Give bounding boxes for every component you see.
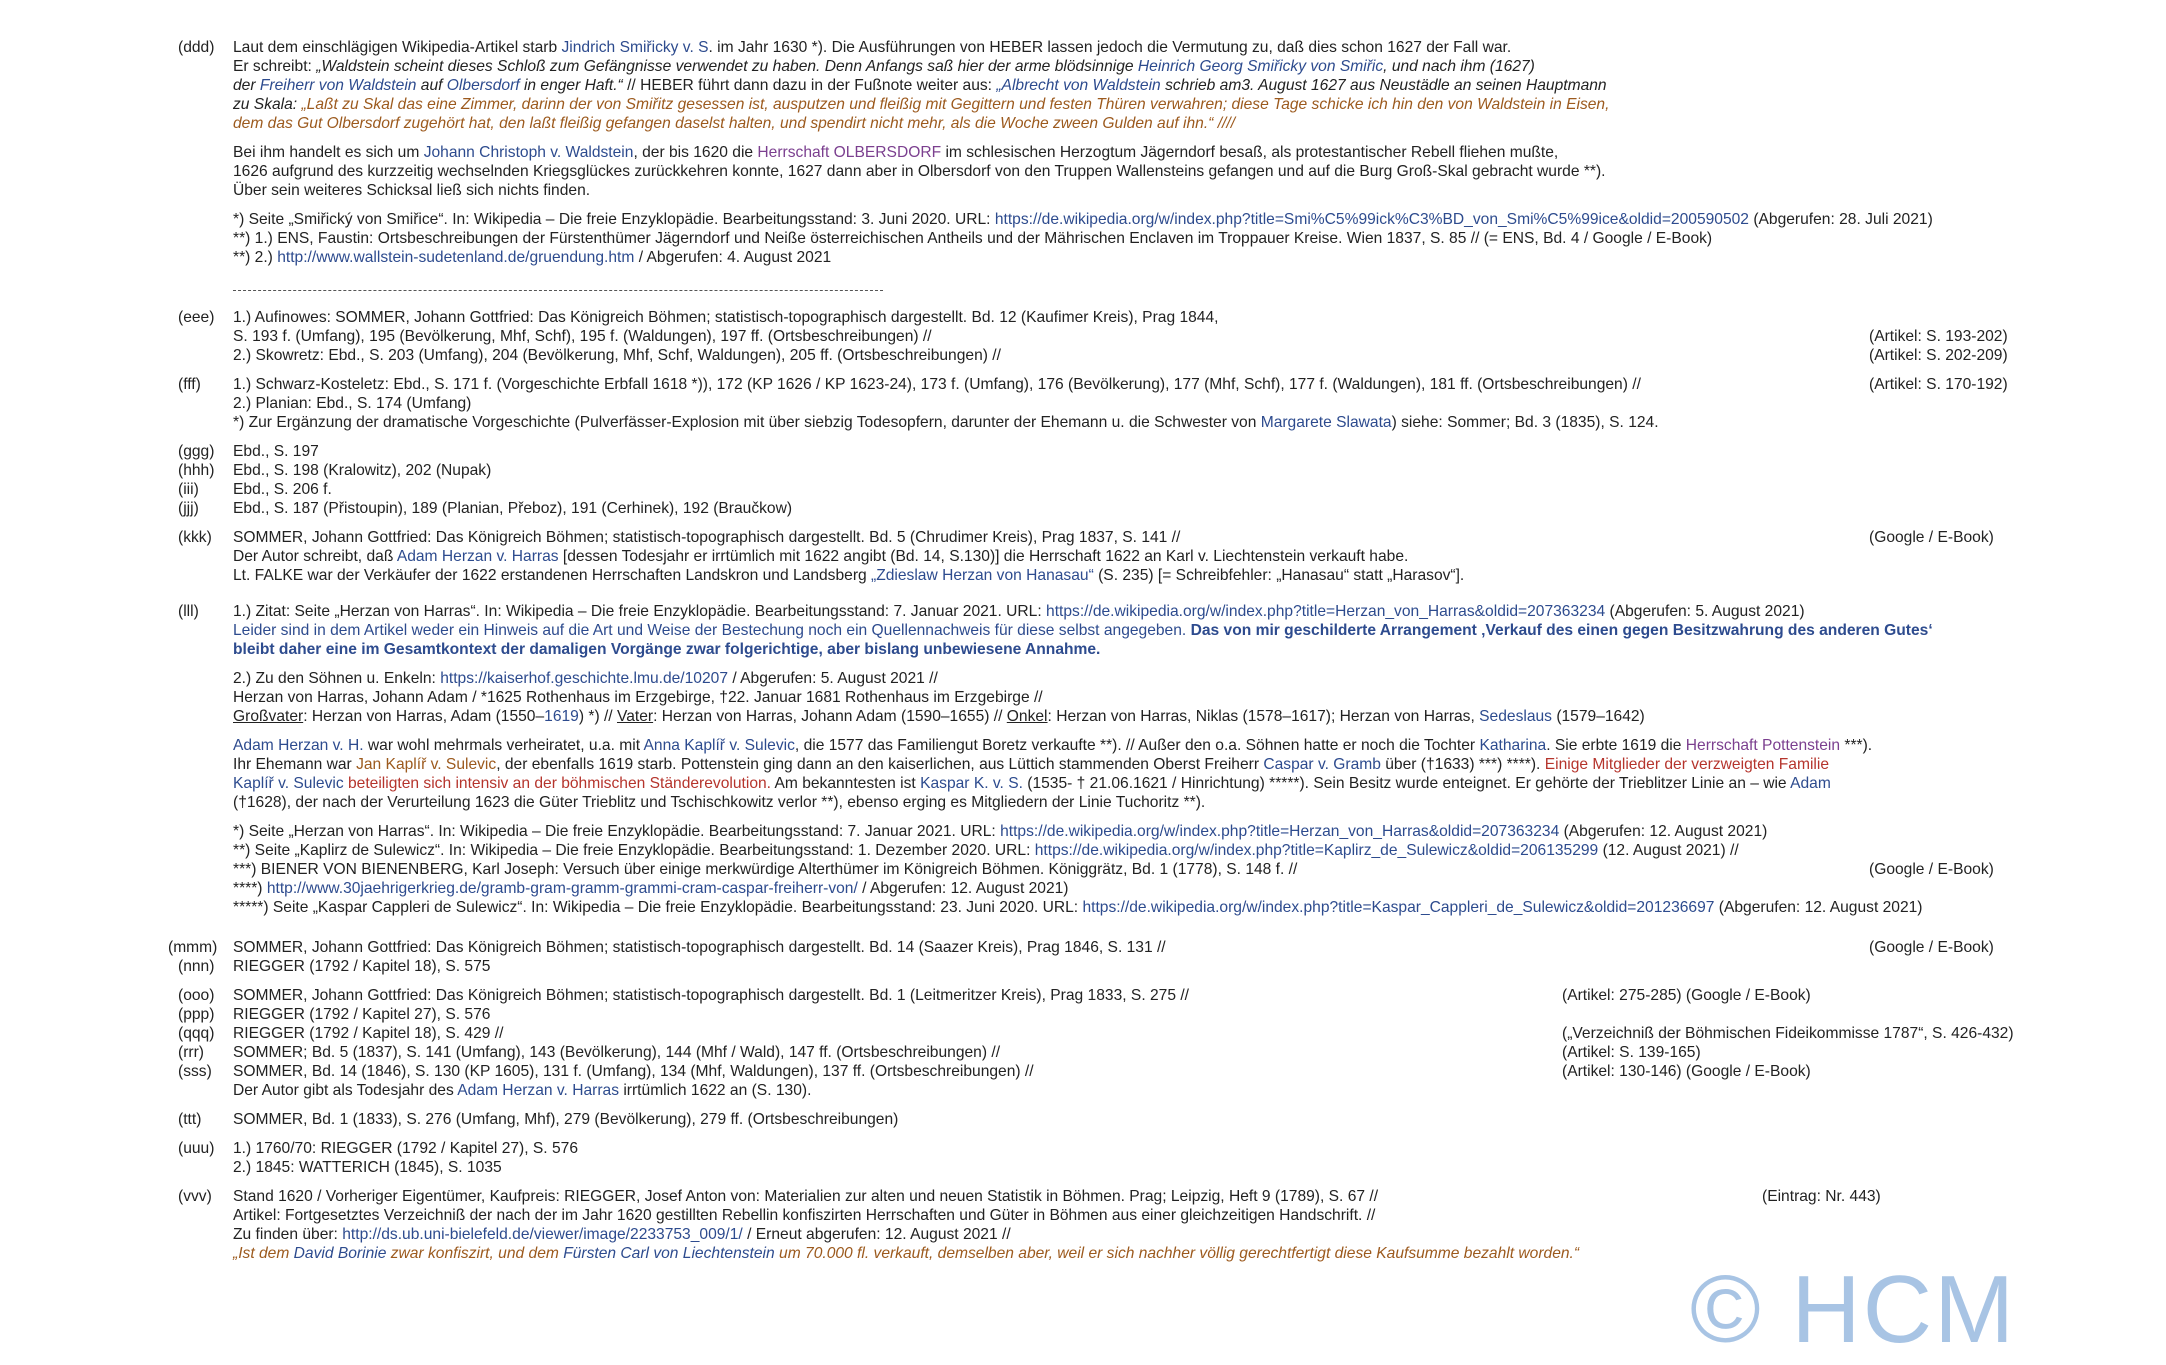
url-link[interactable]: https://de.wikipedia.org/w/index.php?title=Kaspar_Cappleri_de_Sulewicz&oldid=201236697 <box>1082 899 1715 916</box>
note-line: 1.) Zitat: Seite „Herzan von Harras“. In: Wikipedia – Die freie Enzyklopädie. Bearbeitungsstand: 7. Januar 2021. URL: https://de.wikipedia.org/w/index.php?title=Herzan_von_Harras&oldid=207363234 (Abgerufen: 5. August 2021) <box>233 603 1805 620</box>
note-line: bleibt daher eine im Gesamtkontext der damaligen Vorgänge zwar folgerichtige, aber bislang unbewiesene Annahme. <box>233 641 1101 658</box>
note-line: 2.) 1845: WATTERICH (1845), S. 1035 <box>233 1159 502 1176</box>
footnote: *) Seite „Herzan von Harras“. In: Wikipedia – Die freie Enzyklopädie. Bearbeitungsstand: 7. Januar 2021. URL: https://de.wikipedia.org/w/index.php?title=Herzan_von_Harras&oldid=207363234 (Abgerufen: 12. August 2021) <box>233 823 1768 840</box>
footnote: *) Seite „Smiřický von Smiřice“. In: Wikipedia – Die freie Enzyklopädie. Bearbeitungsstand: 3. Juni 2020. URL: https://de.wikipedia.org/w/index.php?title=Smi%C5%99ick%C3%BD_von_Smi%C5%99ice&oldid=200590502 (Abgerufen: 28. Juli 2021) <box>233 211 1933 228</box>
entry-number: (Eintrag: Nr. 443) <box>1762 1188 1881 1205</box>
note-label: (ooo) <box>178 987 215 1004</box>
note-line: RIEGGER (1792 / Kapitel 18), S. 429 // <box>233 1025 504 1042</box>
note-line: SOMMER, Johann Gottfried: Das Königreich Böhmen; statistisch-topographisch dargestellt. Bd. 5 (Chrudimer Kreis), Prag 1837, S. 141 // <box>233 529 1181 546</box>
note-line: Ebd., S. 206 f. <box>233 481 332 498</box>
article-range: (Artikel: S. 193-202) <box>1869 328 2008 345</box>
article-range: (Artikel: 275-285) (Google / E-Book) <box>1562 987 1811 1004</box>
footnote: **) 2.) http://www.wallstein-sudetenland.de/gruendung.htm / Abgerufen: 4. August 2021 <box>233 249 832 266</box>
note-label: (mmm) <box>168 939 218 956</box>
note-line: SOMMER, Bd. 14 (1846), S. 130 (KP 1605), 131 f. (Umfang), 134 (Mhf, Waldungen), 137 ff. (Ortsbeschreibungen) // <box>233 1063 1034 1080</box>
source-type: (Google / E-Book) <box>1869 529 1994 546</box>
note-label: (nnn) <box>178 958 215 975</box>
copyright-watermark: © HCM <box>1690 1256 2017 1363</box>
note-line: Kaplíř v. Sulevic beteiligten sich intensiv an der böhmischen Ständerevolution. Am bekanntesten ist Kaspar K. v. S. (1535- † 21.06.1621 / Hinrichtung) *****). Sein Besitz wurde enteignet. Er gehörte der Trieblitzer Linie an – wie Adam <box>233 775 1831 792</box>
note-line: Ebd., S. 197 <box>233 443 319 460</box>
note-line: S. 193 f. (Umfang), 195 (Bevölkerung, Mhf, Schf), 195 f. (Waldungen), 197 ff. (Ortsbeschreibungen) // <box>233 328 932 345</box>
note-label: (kkk) <box>178 529 212 546</box>
note-line: SOMMER; Bd. 5 (1837), S. 141 (Umfang), 143 (Bevölkerung), 144 (Mhf / Wald), 147 ff. (Ortsbeschreibungen) // <box>233 1044 1001 1061</box>
footnote: *****) Seite „Kaspar Cappleri de Sulewicz“. In: Wikipedia – Die freie Enzyklopädie. Bearbeitungsstand: 23. Juni 2020. URL: https://de.wikipedia.org/w/index.php?title=Kaspar_Cappleri_de_Sulewicz&oldid=201236697 (Abgerufen: 12. August 2021) <box>233 899 1923 916</box>
note-label: (ggg) <box>178 443 215 460</box>
note-label: (rrr) <box>178 1044 204 1061</box>
note-line: Stand 1620 / Vorheriger Eigentümer, Kaufpreis: RIEGGER, Josef Anton von: Materialien zur alten und neuen Statistik in Böhmen. Prag; Leipzig, Heft 9 (1789), S. 67 // <box>233 1188 1379 1205</box>
note-label: (lll) <box>178 603 199 620</box>
note-line: SOMMER, Bd. 1 (1833), S. 276 (Umfang, Mhf), 279 (Bevölkerung), 279 ff. (Ortsbeschreibungen) <box>233 1111 899 1128</box>
note-label: (iii) <box>178 481 199 498</box>
url-link[interactable]: http://www.30jaehrigerkrieg.de/gramb-gram-gramm-grammi-cram-caspar-freiherr-von/ <box>266 880 858 897</box>
article-range: (Artikel: S. 170-192) <box>1869 376 2008 393</box>
url-link[interactable]: https://de.wikipedia.org/w/index.php?title=Smi%C5%99ick%C3%BD_von_Smi%C5%99ice&oldid=200590502 <box>994 211 1749 228</box>
note-line: 1626 aufgrund des kurzzeitig wechselnden Kriegsglückes zurückkehren konnte, 1627 dann aber in Olbersdorf von den Truppen Wallensteins gefangen und auf die Burg Groß-Skal gebracht wurde **). <box>233 163 1606 180</box>
note-line: 1.) Aufinowes: SOMMER, Johann Gottfried: Das Königreich Böhmen; statistisch-topographisch dargestellt. Bd. 12 (Kaufimer Kreis), Prag 1844, <box>233 309 1219 326</box>
url-link[interactable]: http://www.wallstein-sudetenland.de/gruendung.htm <box>277 249 635 266</box>
note-line: RIEGGER (1792 / Kapitel 18), S. 575 <box>233 958 491 975</box>
note-label: (fff) <box>178 376 201 393</box>
note-line: Großvater: Herzan von Harras, Adam (1550–1619) *) // Vater: Herzan von Harras, Johann Adam (1590–1655) // Onkel: Herzan von Harras, Niklas (1578–1617); Herzan von Harras, Sedeslaus (1579–1642) <box>233 708 1645 725</box>
note-line: Bei ihm handelt es sich um Johann Christoph v. Waldstein, der bis 1620 die Herrschaft OLBERSDORF im schlesischen Herzogtum Jägerndorf besaß, als protestantischer Rebell fliehen mußte, <box>233 144 1559 161</box>
note-line: Ihr Ehemann war Jan Kaplíř v. Sulevic, der ebenfalls 1619 starb. Pottenstein ging dann an den kaiserlichen, aus Lüttich stammenden Oberst Freiherr Caspar v. Gramb über (†1633) ***) ****). Einige Mitglieder der verzweigten Familie <box>233 756 1830 773</box>
note-label: (sss) <box>178 1063 212 1080</box>
note-line: SOMMER, Johann Gottfried: Das Königreich Böhmen; statistisch-topographisch dargestellt. Bd. 14 (Saazer Kreis), Prag 1846, S. 131 // <box>233 939 1166 956</box>
note-line: Herzan von Harras, Johann Adam / *1625 Rothenhaus im Erzgebirge, †22. Januar 1681 Rothenhaus im Erzgebirge // <box>233 689 1043 706</box>
note-label: (hhh) <box>178 462 215 479</box>
note-line: Lt. FALKE war der Verkäufer der 1622 erstandenen Herrschaften Landskron und Landsberg „Zdieslaw Herzan von Hanasau“ (S. 235) [= Schreibfehler: „Hanasau“ statt „Harasov“]. <box>233 567 1465 584</box>
note-line: dem das Gut Olbersdorf zugehört hat, den laßt fleißig gefangen daselst halten, und spendirt nicht mehr, als die Woche zween Gulden auf ihn.“ //// <box>233 115 1236 132</box>
footnote: **) 1.) ENS, Faustin: Ortsbeschreibungen der Fürstenthümer Jägerndorf und Neiße österreichischen Antheils und der Mährischen Enclaven im Troppauer Kreise. Wien 1837, S. 85 // (= ENS, Bd. 4 / Google / E-Book) <box>233 230 1713 247</box>
quote-line: „Ist dem David Borinie zwar konfiszirt, und dem Fürsten Carl von Liechtenstein um 70.000 fl. verkauft, demselben aber, weil er sich nachher völlig gerechtfertigt diese Kaufsumme bezahlt worden.“ <box>233 1245 1580 1262</box>
note-line: Der Autor schreibt, daß Adam Herzan v. Harras [dessen Todesjahr er irrtümlich mit 1622 angibt (Bd. 14, S.130)] die Herrschaft 1622 an Karl v. Liechtenstein verkauft habe. <box>233 548 1409 565</box>
note-line: 1.) Schwarz-Kosteletz: Ebd., S. 171 f. (Vorgeschichte Erbfall 1618 *)), 172 (KP 1626 / KP 1623-24), 173 f. (Umfang), 176 (Bevölkerung), 177 (Mhf, Schf), 177 f. (Waldungen), 181 ff. (Ortsbeschreibungen) // <box>233 376 1641 393</box>
note-label: (ttt) <box>178 1111 202 1128</box>
note-line: (†1628), der nach der Verurteilung 1623 die Güter Trieblitz und Tschischkowitz verlor **), ebenso erging es Mitgliedern der Linie Tuchoritz **). <box>233 794 1206 811</box>
url-link[interactable]: https://kaiserhof.geschichte.lmu.de/10207 <box>440 670 728 687</box>
note-line: 1.) 1760/70: RIEGGER (1792 / Kapitel 27), S. 576 <box>233 1140 578 1157</box>
url-link[interactable]: https://de.wikipedia.org/w/index.php?title=Herzan_von_Harras&oldid=207363234 <box>1000 823 1560 840</box>
note-label: (ppp) <box>178 1006 215 1023</box>
article-range: (Artikel: 130-146) (Google / E-Book) <box>1562 1063 1811 1080</box>
url-link[interactable]: https://de.wikipedia.org/w/index.php?title=Kaplirz_de_Sulewicz&oldid=206135299 <box>1034 842 1599 859</box>
note-line: SOMMER, Johann Gottfried: Das Königreich Böhmen; statistisch-topographisch dargestellt. Bd. 1 (Leitmeritzer Kreis), Prag 1833, S. 275 // <box>233 987 1189 1004</box>
note-label: (qqq) <box>178 1025 215 1042</box>
url-link[interactable]: https://de.wikipedia.org/w/index.php?title=Herzan_von_Harras&oldid=207363234 <box>1046 603 1606 620</box>
article-range: (Artikel: S. 202-209) <box>1869 347 2008 364</box>
note-line: Artikel: Fortgesetztes Verzeichniß der nach der im Jahr 1620 gestillten Rebellin konfiszirten Herrschaften und Güter in Böhmen aus einer gleichzeitigen Handschrift. // <box>233 1207 1376 1224</box>
note-line: 2.) Zu den Söhnen u. Enkeln: https://kaiserhof.geschichte.lmu.de/10207 / Abgerufen: 5. August 2021 // <box>233 670 938 687</box>
separator-line <box>233 290 883 291</box>
note-line: zu Skala: „Laßt zu Skal das eine Zimmer, darinn der von Smiřitz gesessen ist, ausputzen und fleißig mit Gegittern und festen Thüren verwahren; diese Tage schicke ich hin den von Waldstein in Eisen, <box>233 96 1610 113</box>
note-label: (uuu) <box>178 1140 215 1157</box>
note-label: (eee) <box>178 309 215 326</box>
source-type: (Google / E-Book) <box>1869 939 1994 956</box>
note-line: Adam Herzan v. H. war wohl mehrmals verheiratet, u.a. mit Anna Kaplíř v. Sulevic, die 1577 das Familiengut Boretz verkaufte **). // Außer den o.a. Söhnen hatte er noch die Tochter Katharina. Sie erbte 1619 die Herrschaft Pottenstein ***). <box>233 737 1873 754</box>
article-range: („Verzeichniß der Böhmischen Fideikommisse 1787“, S. 426-432) <box>1562 1025 2014 1042</box>
note-line: Über sein weiteres Schicksal ließ sich nichts finden. <box>233 182 591 199</box>
note-line: Er schreibt: „Waldstein scheint dieses Schloß zum Gefängnisse verwendet zu haben. Denn Anfangs saß hier der arme blödsinnige Heinrich Georg Smiřicky von Smiřic, und nach ihm (1627) <box>233 58 1535 75</box>
footnote: ****) http://www.30jaehrigerkrieg.de/gramb-gram-gramm-grammi-cram-caspar-freiherr-von/ / Abgerufen: 12. August 2021) <box>233 880 1069 897</box>
footnote: **) Seite „Kaplirz de Sulewicz“. In: Wikipedia – Die freie Enzyklopädie. Bearbeitungsstand: 1. Dezember 2020. URL: https://de.wikipedia.org/w/index.php?title=Kaplirz_de_Sulewicz&oldid=206135299 (12. August 2021) // <box>233 842 1739 859</box>
source-type: (Google / E-Book) <box>1869 861 1994 878</box>
note-line: Zu finden über: http://ds.ub.uni-bielefeld.de/viewer/image/2233753_009/1/ / Erneut abgerufen: 12. August 2021 // <box>233 1226 1011 1243</box>
note-line: *) Zur Ergänzung der dramatische Vorgeschichte (Pulverfässer-Explosion mit über siebzig Todesopfern, darunter der Ehemann u. die Schwester von Margarete Slawata) siehe: Sommer; Bd. 3 (1835), S. 124. <box>233 414 1659 431</box>
person-link: Jindrich Smiřicky v. S <box>561 39 709 56</box>
note-label: (vvv) <box>178 1188 212 1205</box>
article-range: (Artikel: S. 139-165) <box>1562 1044 1701 1061</box>
note-line: Leider sind in dem Artikel weder ein Hinweis auf die Art und Weise der Bestechung noch ein Quellennachweis für diese selbst angegeben. Das von mir geschilderte Arrangement ‚Verkauf des einen gegen Besitzwahrung des anderen Gutes‘ <box>233 622 1933 639</box>
note-line: der Freiherr von Waldstein auf Olbersdorf in enger Haft.“ // HEBER führt dann dazu in der Fußnote weiter aus: „Albrecht von Waldstein schrieb am3. August 1627 aus Neustädle an seinen Hauptmann <box>233 77 1607 94</box>
note-line: 2.) Skowretz: Ebd., S. 203 (Umfang), 204 (Bevölkerung, Mhf, Schf, Waldungen), 205 ff. (Ortsbeschreibungen) // <box>233 347 1001 364</box>
note-label: (ddd) <box>178 39 215 56</box>
note-line: Ebd., S. 187 (Přistoupin), 189 (Planian, Přeboz), 191 (Cerhinek), 192 (Braučkow) <box>233 500 793 517</box>
url-link[interactable]: http://ds.ub.uni-bielefeld.de/viewer/image/2233753_009/1/ <box>342 1226 743 1243</box>
note-line: 2.) Planian: Ebd., S. 174 (Umfang) <box>233 395 472 412</box>
note-line: Ebd., S. 198 (Kralowitz), 202 (Nupak) <box>233 462 492 479</box>
note-label: (jjj) <box>178 500 199 517</box>
note-line: Laut dem einschlägigen Wikipedia-Artikel starb Jindrich Smiřicky v. S. im Jahr 1630 *). Die Ausführungen von HEBER lassen jedoch die Vermutung zu, daß dies schon 1627 der Fall war. <box>233 39 1512 56</box>
note-line: RIEGGER (1792 / Kapitel 27), S. 576 <box>233 1006 491 1023</box>
footnote: ***) BIENER VON BIENENBERG, Karl Joseph: Versuch über einige merkwürdige Alterthümer im Königreich Böhmen. Königgrätz, Bd. 1 (1778), S. 148 f. // <box>233 861 1298 878</box>
note-line: Der Autor gibt als Todesjahr des Adam Herzan v. Harras irrtümlich 1622 an (S. 130). <box>233 1082 812 1099</box>
